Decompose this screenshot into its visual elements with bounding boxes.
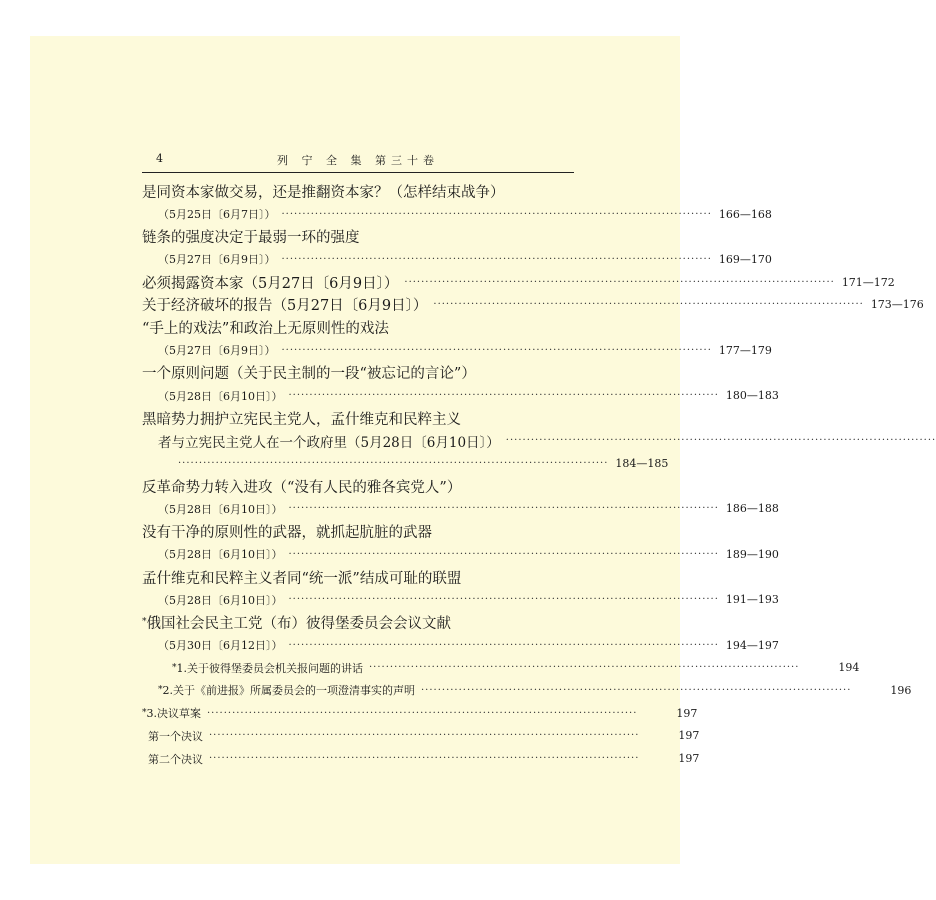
table-of-contents [142, 180, 936, 770]
toc-entry-title: 链条的强度决定于最弱一环的强度 [142, 230, 360, 247]
page-range: 169—170 [718, 252, 772, 266]
page-range: 166—168 [718, 207, 772, 221]
page-number: 197 [678, 752, 700, 766]
toc-entry-title: 关于经济破坏的报告（5月27日〔6月9日〕） ······································································································· 173—176 [142, 298, 924, 315]
asterisk-mark: * [142, 617, 147, 628]
page-number: 197 [676, 706, 698, 720]
page-range: 184—185 [615, 457, 669, 471]
page-range: 191—193 [725, 593, 779, 607]
toc-entry-date-line: （5月28日〔6月10日〕） ······································································································· 186—188 [158, 502, 779, 516]
toc-entry-title: 孟什维克和民粹主义者同“统一派”结成可耻的联盟 [142, 570, 462, 587]
toc-entry-title: 黑暗势力拥护立宪民主党人，孟什维克和民粹主义 [142, 411, 461, 428]
page-header [142, 152, 574, 173]
toc-entry-date-line: （5月27日〔6月9日〕） ······································································································· 169—170 [158, 252, 772, 267]
toc-entry-date-line: （5月28日〔6月10日〕） ······································································································· 180—183 [158, 389, 779, 403]
asterisk-mark: * [158, 685, 163, 696]
page-range: 173—176 [870, 298, 924, 312]
toc-entry-title-continued: 者与立宪民主党人在一个政府里（5月28日〔6月10日〕） ······································································································· [158, 434, 936, 451]
toc-subentry: * 1.关于彼得堡委员会机关报问题的讲话 ······································································································· 194 [172, 661, 860, 675]
page-range: 194—197 [725, 638, 779, 652]
toc-subentry: 第一个决议 ······································································································· 197 [148, 729, 700, 743]
page-number: 194 [838, 661, 860, 675]
toc-entry-date-line: （5月28日〔6月10日〕） ······································································································· 189—190 [158, 547, 779, 562]
page-number: 197 [678, 729, 700, 743]
toc-subentry: 第二个决议 ······································································································· 197 [148, 752, 700, 766]
toc-subentry: * 2.关于《前进报》所属委员会的一项澄清事实的声明 ······································································································· 196 [158, 683, 912, 698]
page-range: 186—188 [725, 502, 779, 516]
toc-entry-title: “手上的戏法”和政治上无原则性的戏法 [142, 320, 389, 337]
volume-title: 列 宁 全 集 第三十卷 [277, 154, 439, 167]
page-range: 189—190 [725, 547, 779, 561]
toc-entry-title: 反革命势力转入进攻（“没有人民的雅各宾党人”） [142, 479, 462, 496]
toc-entry-title: 一个原则问题（关于民主制的一段“被忘记的言论”） [142, 366, 476, 383]
toc-entry-title: * 俄国社会民主工党（布）彼得堡委员会会议文献 [142, 615, 451, 632]
page-range: 171—172 [841, 275, 895, 289]
page-range: 180—183 [725, 389, 779, 403]
toc-entry-date-line: （5月30日〔6月12日〕） ······································································································· 194—197 [158, 638, 779, 653]
asterisk-mark: * [142, 708, 147, 719]
toc-entry-date-line: ······································································································· 184—185 [178, 457, 669, 471]
page-range: 177—179 [718, 343, 772, 357]
toc-entry-date-line: （5月25日〔6月7日〕） ······································································································· 166—168 [158, 207, 772, 222]
toc-entry-title: 没有干净的原则性的武器，就抓起肮脏的武器 [142, 525, 432, 542]
toc-entry-date-line: （5月27日〔6月9日〕） ······································································································· 177—179 [158, 343, 772, 358]
asterisk-mark: * [172, 662, 177, 673]
toc-entry-date-line: （5月28日〔6月10日〕） ······································································································· 191—193 [158, 593, 779, 607]
page-number: 196 [890, 683, 912, 697]
page-number: 4 [156, 152, 163, 165]
toc-entry-title: 必须揭露资本家（5月27日〔6月9日〕） ······································································································· 171—172 [142, 275, 895, 292]
toc-entry-title: 是同资本家做交易，还是推翻资本家？（怎样结束战争） [142, 184, 505, 201]
toc-subentry: * 3.决议草案 ······································································································· 197 [142, 706, 698, 721]
